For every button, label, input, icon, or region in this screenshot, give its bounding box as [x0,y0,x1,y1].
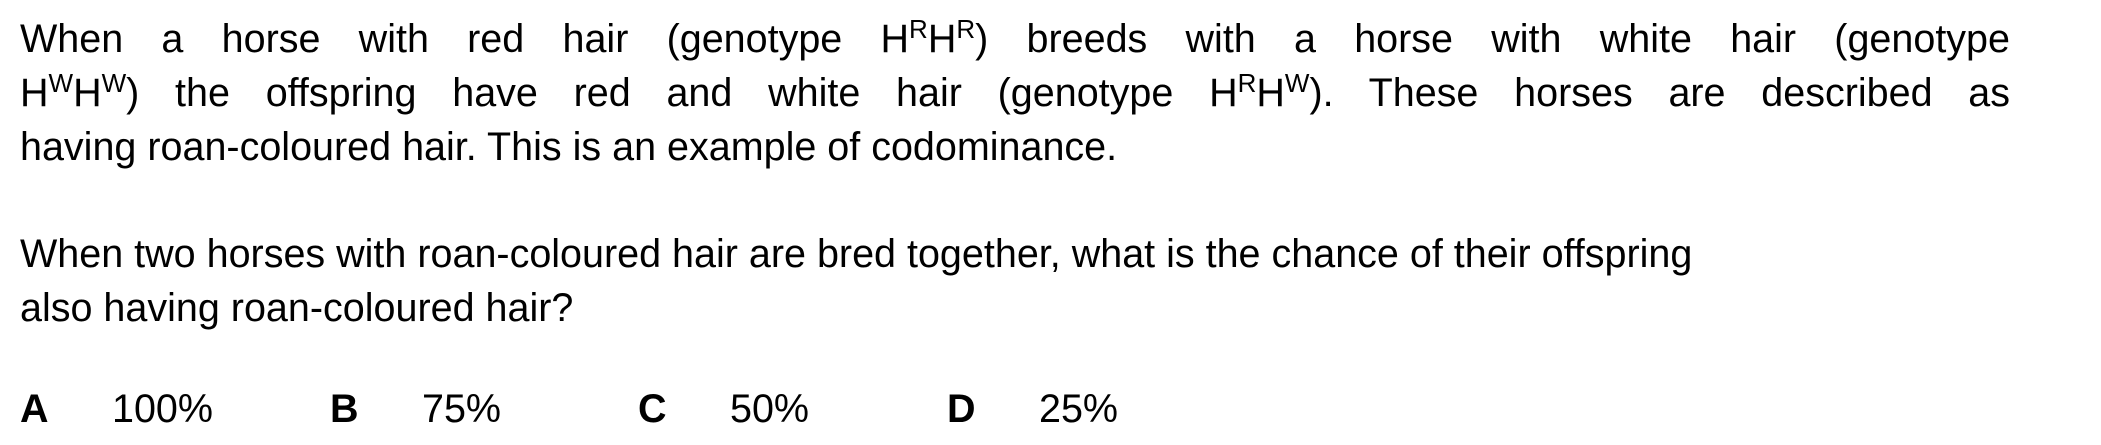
question-intro-paragraph [20,12,2010,174]
paragraph-spacer [20,174,2010,227]
allele-superscript: W [48,68,74,98]
answer-options [20,382,2080,442]
intro-line-1 [20,12,2010,66]
question-block [20,12,2010,335]
intro-text-segment: H [1256,71,1285,115]
option-a[interactable] [20,382,213,436]
question-stem-paragraph [20,227,2010,335]
stem-line-1: When two horses with roan-coloured hair are bred together, what is the chance of their offspring [20,232,1693,276]
allele-superscript: W [101,68,127,98]
allele-superscript: R [909,14,928,44]
intro-text-segment: H [927,17,957,61]
intro-line-3: having roan-coloured hair. This is an example of codominance. [20,125,1118,169]
intro-line-2 [20,66,2010,120]
option-d[interactable] [947,382,1118,436]
intro-text-segment: ) the offspring have red and white hair (genotype H [126,71,1238,115]
intro-text-segment: H [73,71,102,115]
option-letter: D [947,387,976,431]
option-text: 25% [1039,387,1119,431]
option-c[interactable] [638,382,809,436]
option-text: 50% [730,387,810,431]
stem-line-2: also having roan-coloured hair? [20,286,574,330]
option-text: 75% [422,387,502,431]
option-b[interactable] [330,382,501,436]
allele-superscript: R [1237,68,1257,98]
allele-superscript: R [956,14,976,44]
intro-text-segment: When a horse with red hair (genotype H [20,17,910,61]
option-letter: C [638,387,667,431]
option-letter: A [20,387,49,431]
intro-text-segment: H [20,71,49,115]
intro-text-segment: ). These horses are described as [1309,71,2010,115]
allele-superscript: W [1284,68,1310,98]
intro-text-segment: ) breeds with a horse with white hair (genotype [975,17,2010,61]
option-letter: B [330,387,359,431]
option-text: 100% [112,387,214,431]
